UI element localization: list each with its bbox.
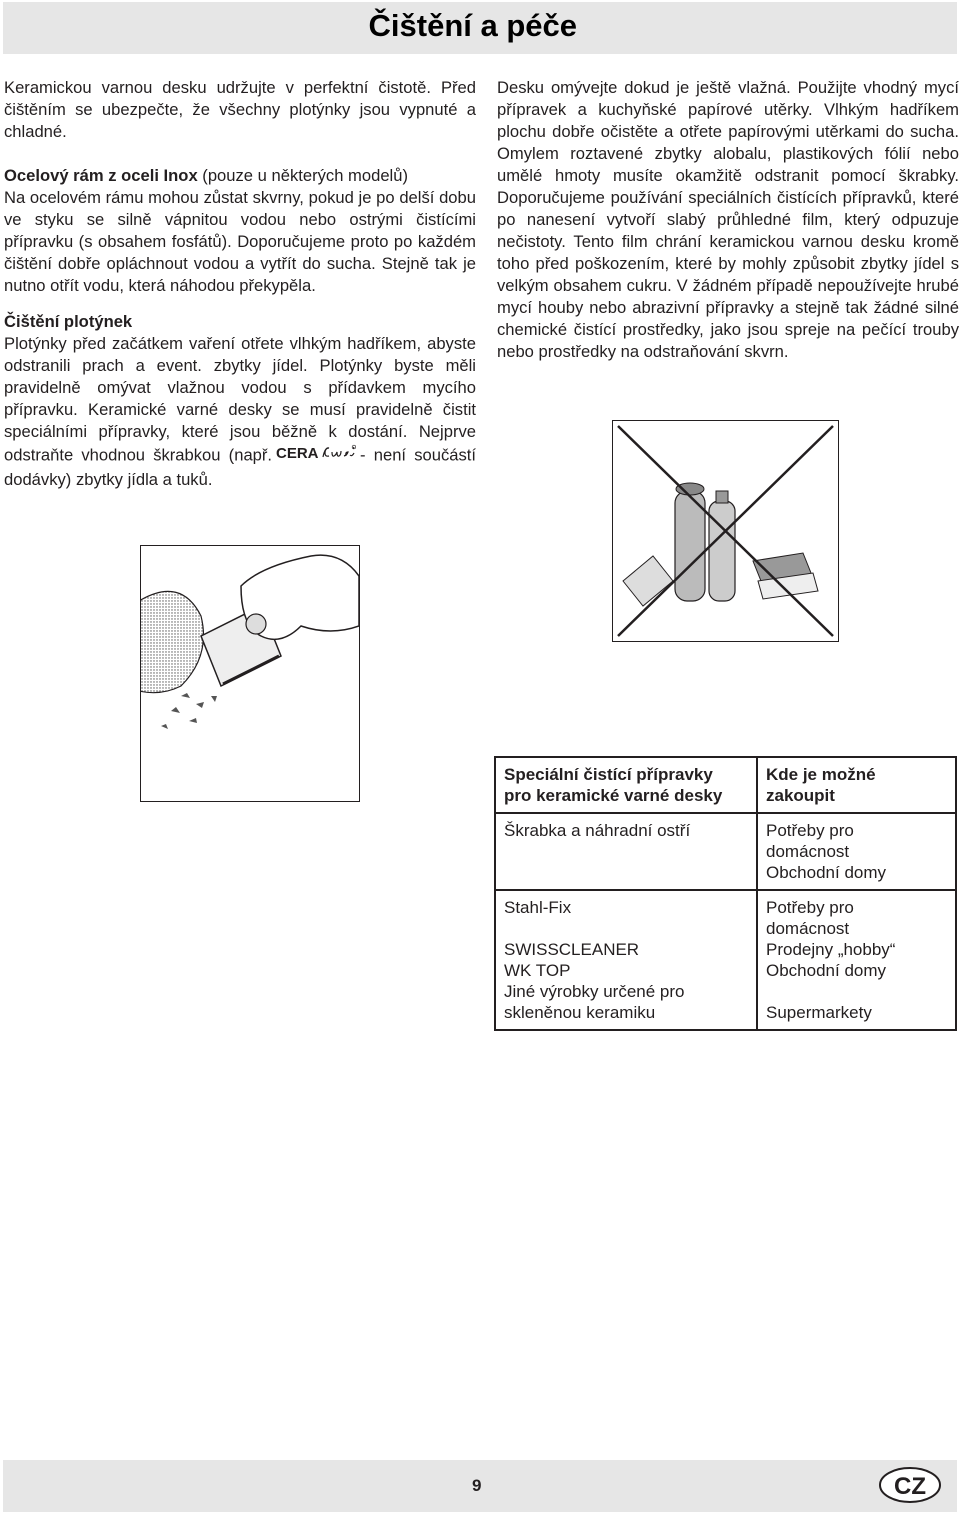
ceraclean-logo — [276, 443, 356, 469]
row1-place-line: Obchodní domy — [766, 863, 887, 882]
row2-product-line: Stahl-Fix — [504, 898, 572, 917]
steel-section-title: Ocelový rám z oceli Inox — [4, 166, 198, 185]
page-title: Čištění a péče — [368, 8, 577, 43]
table-header-cell — [495, 757, 757, 813]
row2-place-line: Supermarkety — [766, 1003, 872, 1022]
table-row — [495, 813, 956, 890]
language-badge — [878, 1466, 942, 1504]
left-column — [4, 77, 476, 491]
header-col2-line2: zakoupit — [766, 786, 835, 805]
plates-text-end: - není součástí dodávky) zbytky jídla a tuků. — [4, 445, 476, 489]
table-header-row — [495, 757, 956, 813]
row1-product: Škrabka a náhradní ostří — [504, 821, 691, 840]
table-row — [495, 890, 956, 1030]
row2-place-line: Obchodní domy — [766, 961, 887, 980]
table-cell — [757, 813, 956, 890]
table-header-cell — [757, 757, 956, 813]
intro-paragraph: Keramickou varnou desku udržujte v perfektní čistotě. Před čištěním se ubezpečte, že všechny plotýnky jsou vypnuté a chladné. — [4, 78, 476, 141]
steel-section-text: Na ocelovém rámu mohou zůstat skvrny, pokud je po delší dobu ve styku se silně vápnitou vodou nebo ostrými čistícími přípravku (s obsahem fosfátů). Doporučujeme proto po každém čištění dobře opláchnout vodou a vytřít do sucha. Stejně tak je nutno otřít vodu, která náhodou překypěla. — [4, 188, 476, 295]
ceraclean-logo-text: CERA — [276, 445, 319, 462]
plates-title-text: Čištění plotýnek — [4, 312, 133, 331]
steel-section — [4, 165, 476, 187]
language-code: CZ — [894, 1473, 926, 1500]
prohibited-products-illustration — [612, 420, 839, 642]
row2-place-line: Prodejny „hobby“ — [766, 940, 896, 959]
row1-place-line: domácnost — [766, 842, 850, 861]
row2-product-line: WK TOP — [504, 961, 571, 980]
table-cell — [757, 890, 956, 1030]
plates-section-text — [4, 333, 476, 491]
header-bar — [3, 2, 957, 54]
table-cell — [495, 813, 757, 890]
right-column — [497, 77, 959, 363]
steel-section-title-note: (pouze u některých modelů) — [197, 166, 408, 185]
row2-product-line: skleněnou keramiku — [504, 1003, 656, 1022]
products-table — [494, 756, 957, 1031]
header-col1-line1: Speciální čistící přípravky — [504, 765, 713, 784]
header-col1-line2: pro keramické varné desky — [504, 786, 723, 805]
plates-text: Plotýnky před začátkem vaření otřete vlhkým hadříkem, abyste odstranili prach a event. zbytky jídel. Plotýnky byste měli pravidelně omývat vlažnou vodou s přídavkem mycího přípravku. Keramické varné desky se musí pravidelně čistit speciálními přípravky, které jsou běžně k dostání. Nejprve odstraňte vhodnou škrabkou (např. — [4, 334, 476, 465]
right-paragraph: Desku omývejte dokud je ještě vlažná. Použijte vhodný mycí přípravek a kuchyňské papírové utěrky. Vlhkým hadříkem plochu dobře očistěte a otřete papírovými utěrkami do sucha. Omylem roztavené zbytky alobalu, plastikových fólií nebo umělé hmoty musíte okamžitě odstranit pomocí škrabky. Doporučujeme používání speciálních čistících přípravků, které po nanesení vytvoří slabý průhledné film, který odpuzuje nečistoty. Tento film chrání keramickou varnou desku kromě toho před poškozením, které by mohly způsobit zbytky jídel s velkým obsahem cukru. V žádném případě nepoužívejte hrubé mycí houby nebo abrazivní přípravky a stejně tak žádné silné chemické čistící prostředky, jako jsou spreje na pečící trouby nebo prostředky na odstraňování skvrn. — [497, 78, 959, 361]
table-cell — [495, 890, 757, 1030]
page-number: 9 — [472, 1476, 482, 1495]
row2-place-line: domácnost — [766, 919, 850, 938]
row2-product-line: Jiné výrobky určené pro — [504, 982, 685, 1001]
row2-place-line: Potřeby pro — [766, 898, 854, 917]
row2-product-line: SWISSCLEANER — [504, 940, 640, 959]
scraper-illustration — [140, 545, 360, 802]
row1-place-line: Potřeby pro — [766, 821, 854, 840]
plates-section-title — [4, 311, 476, 333]
header-col2-line1: Kde je možné — [766, 765, 876, 784]
